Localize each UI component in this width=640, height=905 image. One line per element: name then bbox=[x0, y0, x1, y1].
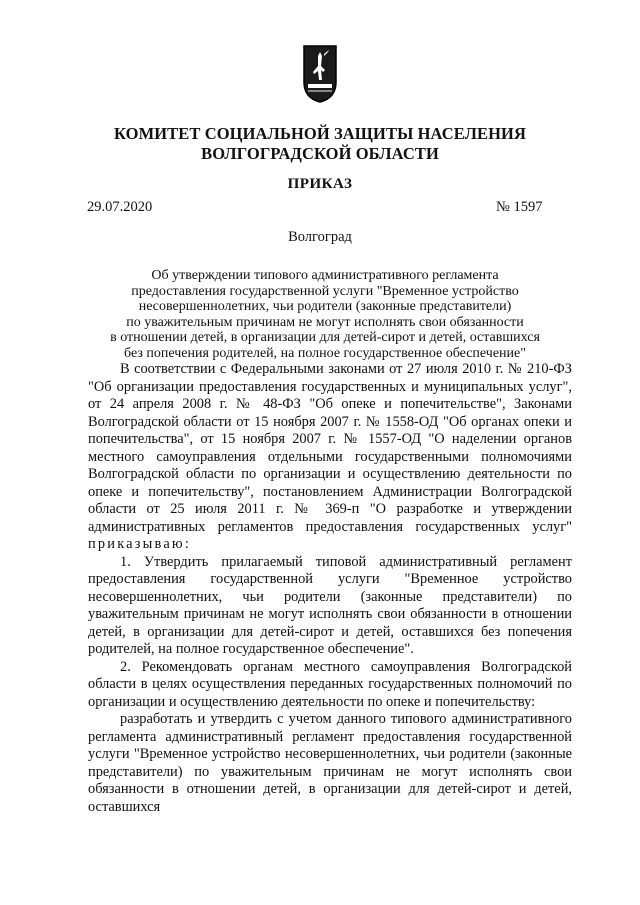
coat-of-arms-icon bbox=[302, 44, 338, 104]
title-line: несовершеннолетних, чьи родители (законные представители) bbox=[138, 299, 512, 315]
document-body bbox=[88, 361, 572, 816]
title-line: Об утверждении типового административного регламента bbox=[151, 268, 499, 283]
preamble-text: В соответствии с Федеральными законами от 27 июля 2010 г. № 210-ФЗ "Об организации предоставления государственных и муниципальных услуг", от 24 апреля 2008 г. № 48-ФЗ "Об опеке и попечительстве", Законами Волгоградской области от 15 ноября 2007 г. № 1558-ОД "Об органах опеки и попечительства", от 15 ноября 2007 г. № 1557-ОД "О наделении органов местного самоуправления отдельными государственными полномочиями Волгоградской области по организации и осуществлению деятельности по опеке и попечительству", постановлением Администрации Волгоградской области от 25 июля 2011 г. № 369-п "О разработке и утверждении административных регламентов предоставления государственных услуг" bbox=[88, 361, 572, 535]
organization-name bbox=[0, 124, 640, 164]
title-line: по уважительным причинам не могут исполнять свои обязанности bbox=[126, 314, 524, 330]
paragraph-preamble bbox=[88, 361, 572, 554]
paragraph-item-2-sub: разработать и утвердить с учетом данного типового административного регламента административный регламент предоставления государственной услуги "Временное устройство несовершеннолетних, чьи родители (законные представители) по уважительным причинам не могут исполнять свои обязанности в отношении детей, в организации для детей-сирот и детей, оставшихся bbox=[88, 711, 572, 815]
title-line: предоставления государственной услуги "Временное устройство bbox=[131, 283, 519, 299]
paragraph-item-2: 2. Рекомендовать органам местного самоуправления Волгоградской области в целях осуществления переданных государственных полномочий по организации и осуществлению деятельности по опеке и попечительству: bbox=[88, 658, 572, 710]
title-line: в отношении детей, в организации для детей-сирот и детей, оставшихся bbox=[110, 330, 540, 346]
org-line-2: ВОЛГОГРАДСКОЙ ОБЛАСТИ bbox=[201, 144, 439, 163]
paragraph-item-1: 1. Утвердить прилагаемый типовой административный регламент предоставления государственной услуги "Временное устройство несовершеннолетних, чьи родители (законные представители) по уважительным причинам не могут исполнять свои обязанности в отношении детей, в организации для детей-сирот и детей, оставшихся без попечения родителей, на полное государственное обеспечение". bbox=[88, 553, 572, 657]
org-line-1: КОМИТЕТ СОЦИАЛЬНОЙ ЗАЩИТЫ НАСЕЛЕНИЯ bbox=[113, 124, 527, 143]
document-date: 29.07.2020 bbox=[87, 199, 153, 215]
title-line: без попечения родителей, на полное государственное обеспечение" bbox=[124, 345, 526, 361]
command-word: приказываю: bbox=[88, 536, 192, 552]
document-city: Волгоград bbox=[288, 229, 352, 245]
document-title bbox=[90, 268, 560, 362]
document-number: № 1597 bbox=[496, 199, 543, 215]
document-type: ПРИКАЗ bbox=[287, 176, 353, 192]
